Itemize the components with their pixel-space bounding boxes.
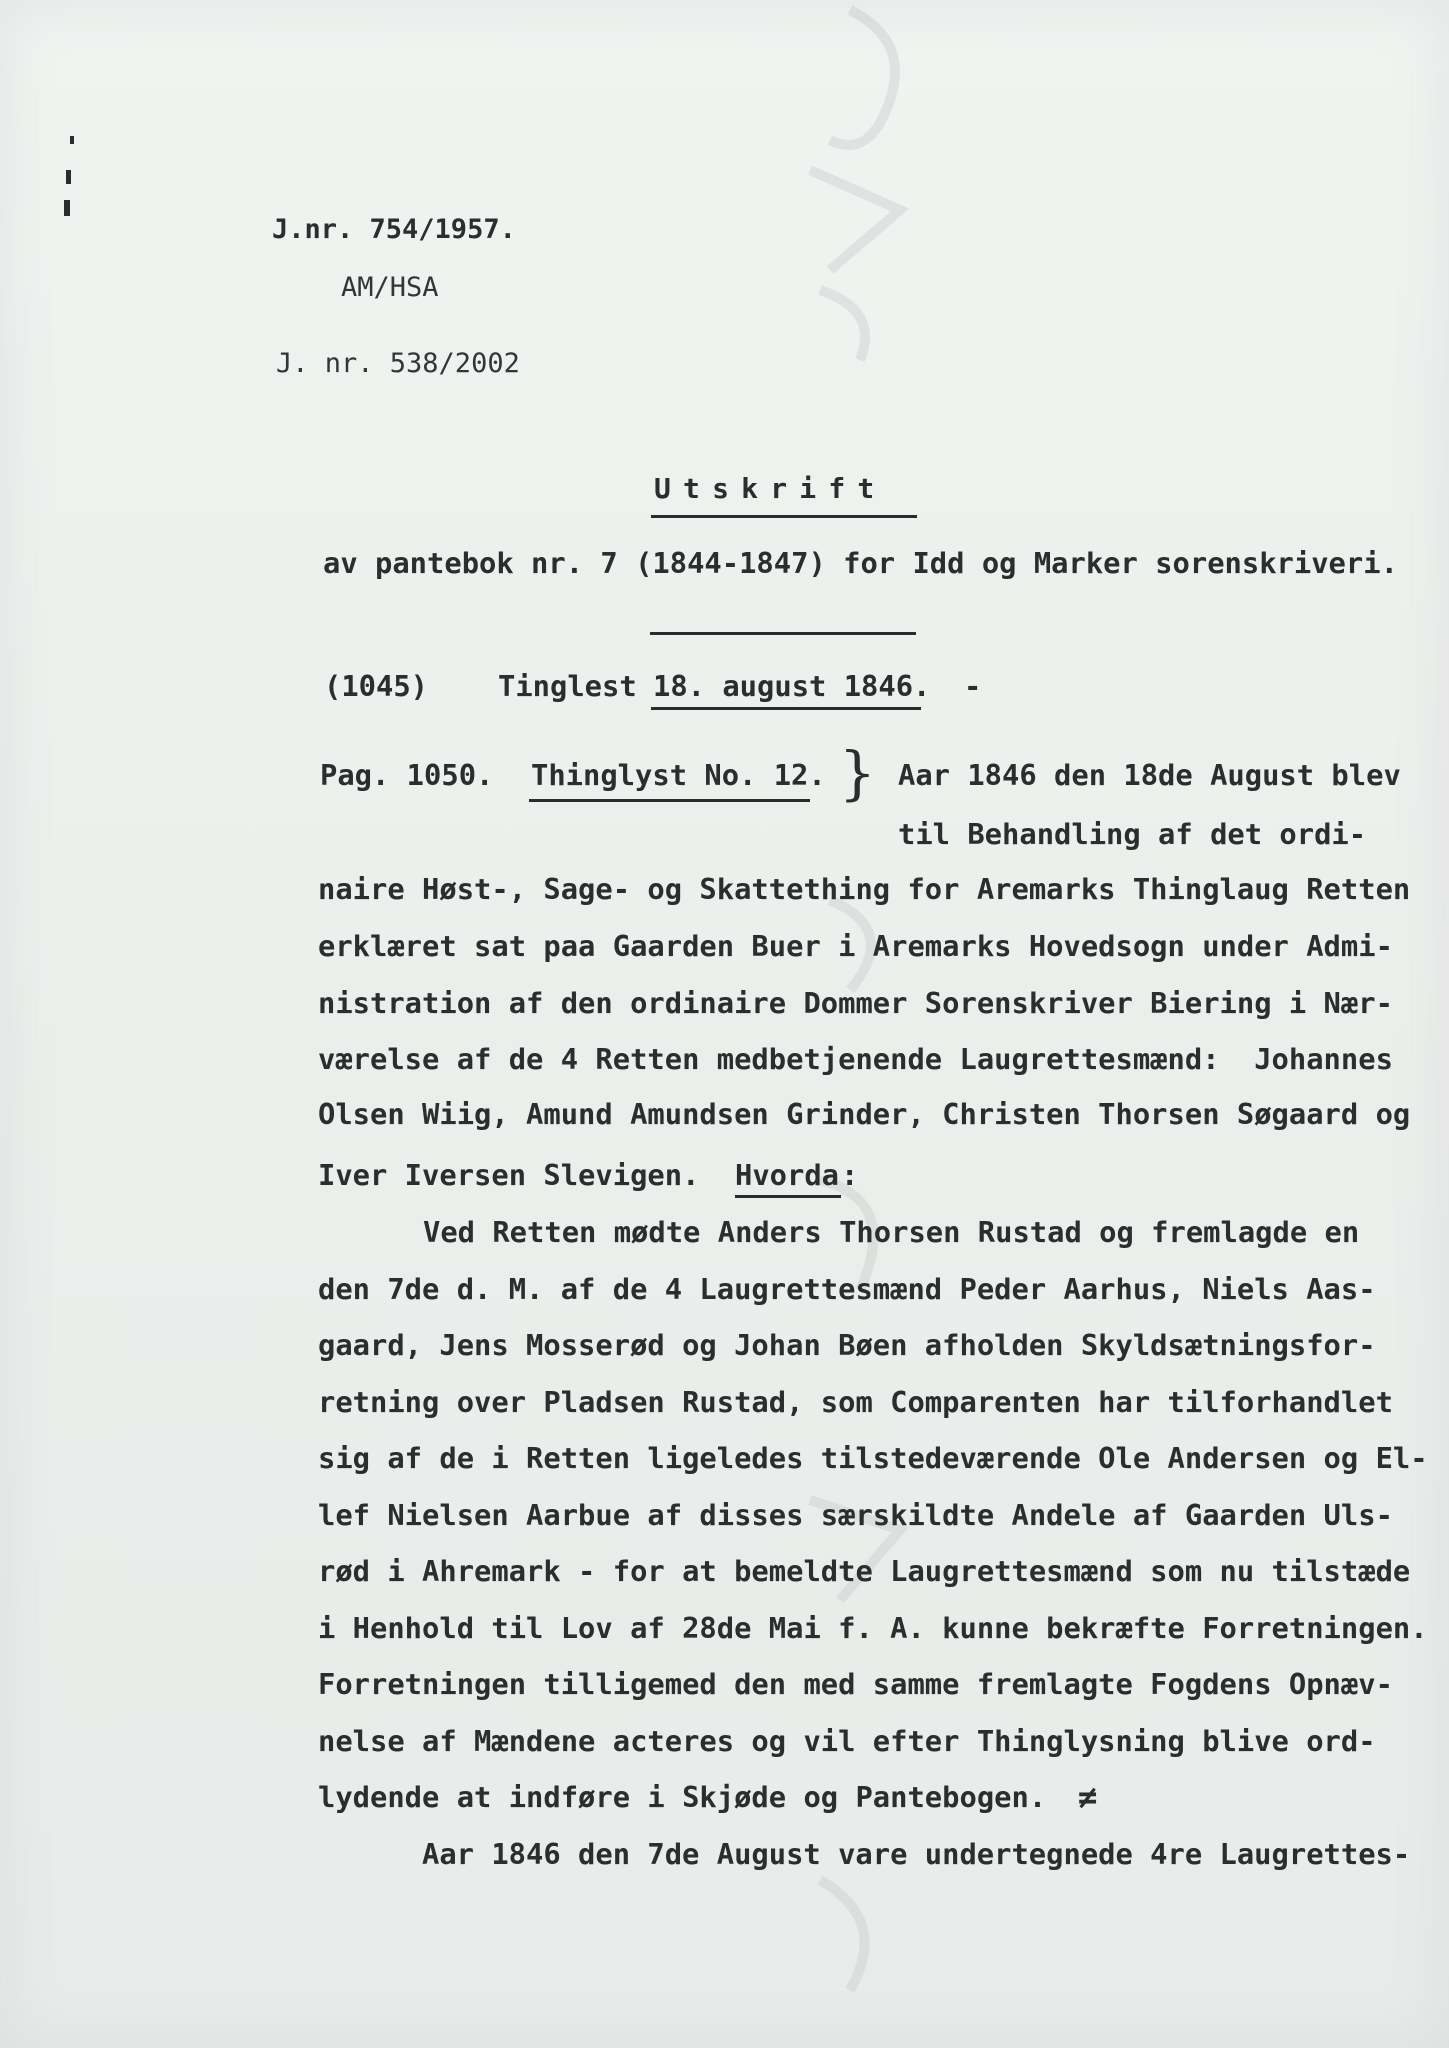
end-mark: ≠ [1078, 1778, 1098, 1816]
margin-mark-low [64, 200, 70, 216]
hvorda-colon: : [841, 1158, 859, 1192]
body-line-2: til Behandling af det ordi- [898, 817, 1367, 851]
tinglest-dash: - [964, 669, 982, 703]
document-subtitle: av pantebok nr. 7 (1844-1847) for Idd og Marker sorenskriveri. [323, 546, 1398, 580]
entry-number: (1045) [324, 669, 429, 703]
hvorda-underline [735, 1195, 841, 1198]
body-line-16: i Henhold til Lov af 28de Mai f. A. kunne bekræfte Forretningen. [318, 1611, 1428, 1645]
body-line-13: sig af de i Retten ligeledes tilstedeværende Ole Andersen og El- [318, 1441, 1428, 1475]
section-divider [650, 632, 916, 635]
body-line-8: Iver Iversen Slevigen. [318, 1158, 700, 1192]
body-line-12: retning over Pladsen Rustad, som Comparenten har tilforhandlet [318, 1385, 1393, 1419]
body-line-17: Forretningen tilligemed den med samme fremlagte Fogdens Opnæv- [318, 1667, 1393, 1701]
thinglyst-underline [529, 799, 810, 802]
journal-number-1957: J.nr. 754/1957. [272, 214, 516, 245]
initials: AM/HSA [341, 272, 439, 303]
margin-mark-top [70, 136, 74, 144]
body-line-6: værelse af de 4 Retten medbetjenende Laugrettesmænd: Johannes [318, 1042, 1393, 1076]
margin-mark-mid [66, 170, 71, 184]
tinglest-date: 18. august 1846. [653, 669, 931, 703]
document-title: Utskrift [654, 472, 887, 505]
tinglest-label: Tinglest [498, 669, 637, 703]
body-line-18: nelse af Mændene acteres og vil efter Thinglysning blive ord- [318, 1724, 1376, 1758]
body-line-19: lydende at indføre i Skjøde og Pantebogen. [318, 1780, 1047, 1814]
body-line-7: Olsen Wiig, Amund Amundsen Grinder, Christen Thorsen Søgaard og [318, 1097, 1411, 1131]
hvorda-word: Hvorda [735, 1158, 840, 1192]
body-line-3: naire Høst-, Sage- og Skattething for Aremarks Thinglaug Retten [318, 872, 1411, 906]
body-line-9: Ved Retten mødte Anders Thorsen Rustad og fremlagde en [423, 1215, 1360, 1249]
brace-mark: } [839, 739, 876, 807]
thinglyst-number: Thinglyst No. 12. [531, 758, 826, 792]
tinglest-date-underline [651, 707, 921, 710]
body-line-5: nistration af den ordinaire Dommer Sorenskriver Biering i Nær- [318, 986, 1393, 1020]
body-line-14: lef Nielsen Aarbue af disses særskildte Andele af Gaarden Uls- [318, 1498, 1393, 1532]
body-line-20: Aar 1846 den 7de August vare undertegnede 4re Laugrettes- [422, 1837, 1411, 1871]
body-line-15: rød i Ahremark - for at bemeldte Laugrettesmænd som nu tilstæde [318, 1554, 1411, 1588]
body-line-11: gaard, Jens Mosserød og Johan Bøen afholden Skyldsætningsfor- [318, 1328, 1376, 1362]
body-line-10: den 7de d. M. af de 4 Laugrettesmænd Peder Aarhus, Niels Aas- [318, 1272, 1376, 1306]
body-line-1: Aar 1846 den 18de August blev [898, 758, 1401, 792]
journal-number-2002: J. nr. 538/2002 [276, 348, 520, 379]
body-line-4: erklæret sat paa Gaarden Buer i Aremarks Hovedsogn under Admi- [318, 929, 1393, 963]
page-reference: Pag. 1050. [320, 758, 494, 792]
title-underline [651, 515, 917, 518]
